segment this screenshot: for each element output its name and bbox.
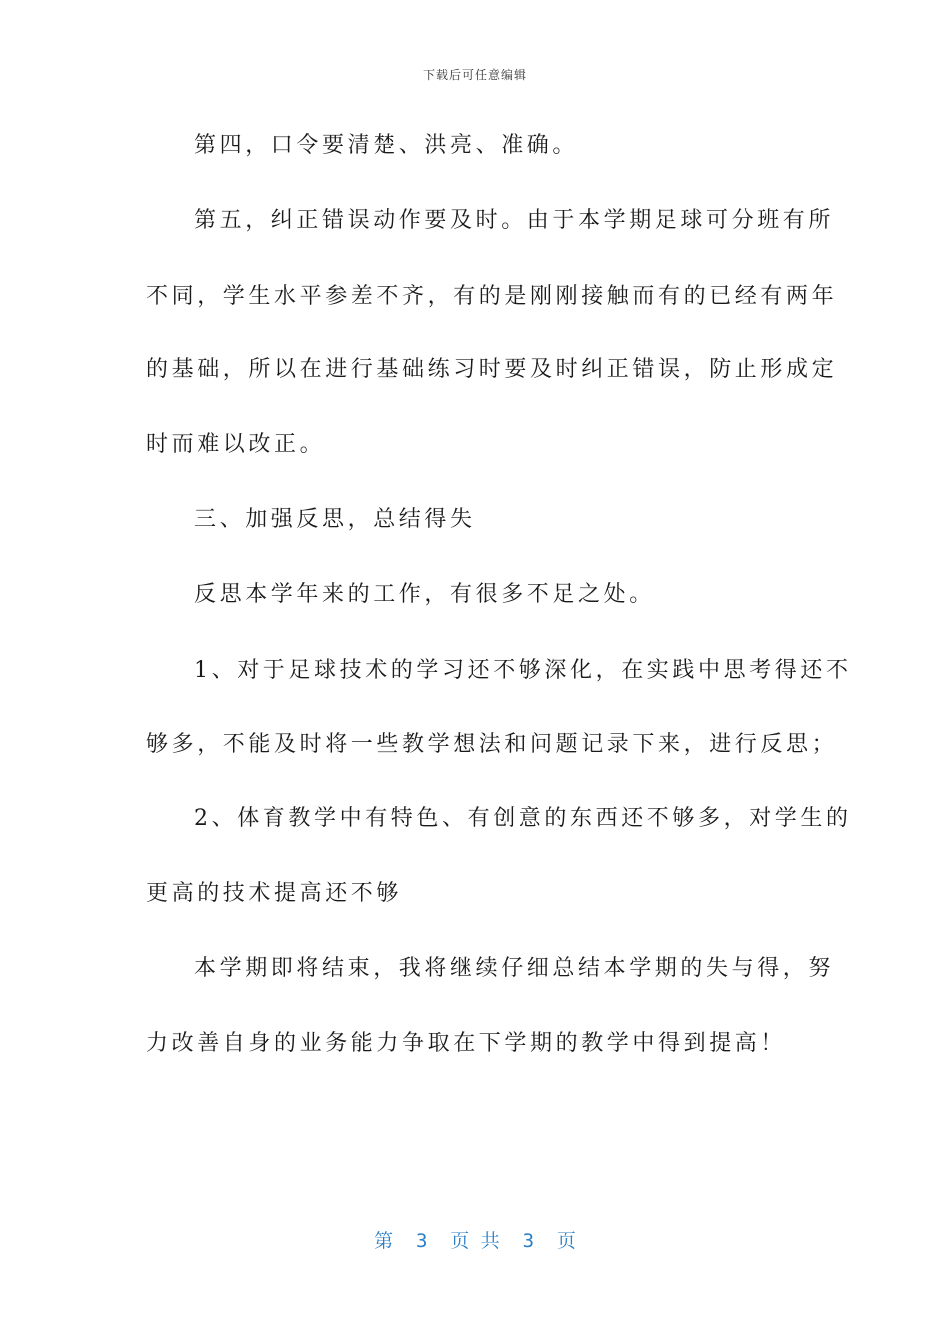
paragraph-line: 力改善自身的业务能力争取在下学期的教学中得到提高！ [146, 1031, 787, 1056]
paragraph-line: 反思本学年来的工作，有很多不足之处。 [194, 582, 655, 607]
paragraph-line: 本学期即将结束，我将继续仔细总结本学期的失与得，努 [194, 956, 835, 981]
paragraph-line: 不同，学生水平参差不齐，有的是刚刚接触而有的已经有两年 [146, 284, 838, 309]
paragraph-line: 的基础，所以在进行基础练习时要及时纠正错误，防止形成定 [146, 357, 838, 382]
paragraph-line: 第四，口令要清楚、洪亮、准确。 [194, 133, 579, 158]
page-number-footer: 第 3 页 共 3 页 [374, 1230, 576, 1252]
list-item-line: 够多，不能及时将一些教学想法和问题记录下来，进行反思； [146, 732, 838, 757]
list-item-line: 1、对于足球技术的学习还不够深化，在实践中思考得还不 [194, 658, 852, 683]
list-item-line: 2、体育教学中有特色、有创意的东西还不够多，对学生的 [194, 806, 852, 831]
section-heading: 三、加强反思，总结得失 [194, 507, 476, 532]
list-item-line: 更高的技术提高还不够 [146, 881, 403, 906]
paragraph-line: 时而难以改正。 [146, 432, 326, 457]
page-header-note: 下载后可任意编辑 [422, 68, 527, 82]
paragraph-line: 第五，纠正错误动作要及时。由于本学期足球可分班有所 [194, 208, 835, 233]
